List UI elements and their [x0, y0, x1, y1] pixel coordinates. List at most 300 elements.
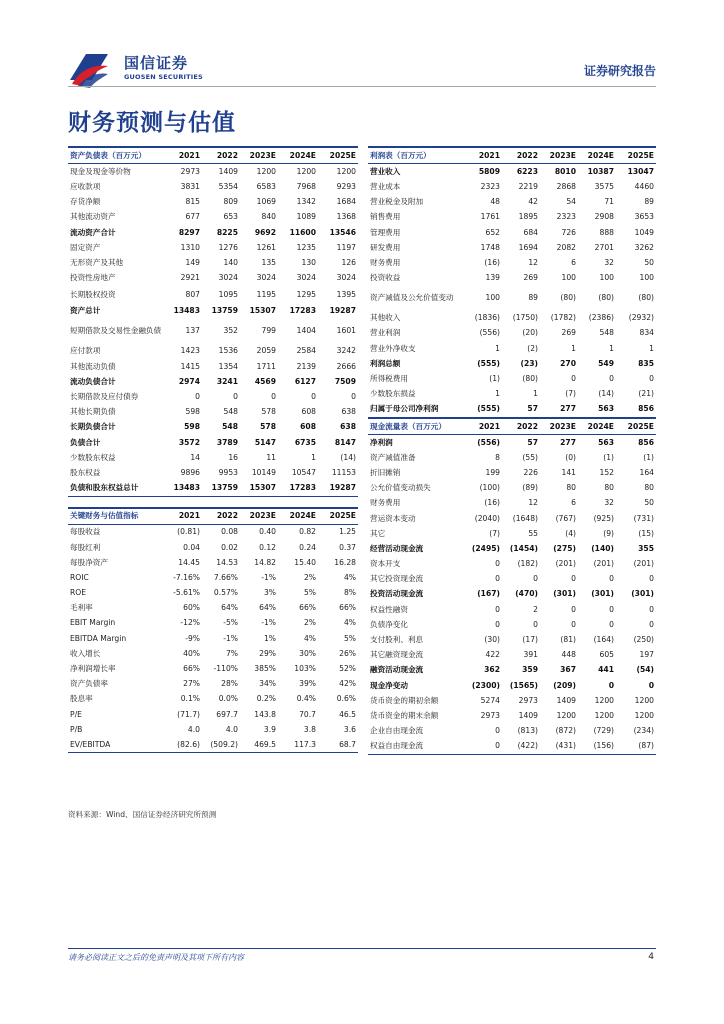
table-cell: (431) — [540, 739, 578, 755]
table-row — [368, 240, 656, 255]
table-cell: 9953 — [218, 467, 238, 477]
table-cell: 3024 — [256, 273, 276, 283]
table-cell: 422 — [485, 650, 500, 660]
table-cell: 2973 — [480, 710, 500, 720]
table-cell: (556) — [477, 437, 500, 447]
table-cell: 3024 — [336, 273, 356, 283]
table-cell: 888 — [599, 227, 614, 237]
table-cell: 638 — [341, 407, 356, 417]
table-cell: 80 — [644, 483, 654, 493]
row-label: 应收款项 — [70, 181, 101, 191]
table-row — [68, 286, 358, 304]
table-row — [68, 676, 358, 691]
row-label: 其他流动负债 — [70, 361, 116, 371]
row-label: 投资性房地产 — [70, 273, 116, 283]
table-cell: 13483 — [166, 480, 202, 496]
table-cell: 1684 — [336, 197, 356, 207]
column-header: 2022 — [502, 147, 540, 164]
table-cell: 10149 — [251, 467, 276, 477]
table-spacer — [68, 496, 358, 508]
table-cell: 1694 — [518, 242, 538, 252]
table-cell: 799 — [261, 326, 276, 336]
table-cell: (182) — [517, 559, 538, 569]
table-cell: 1200 — [594, 710, 614, 720]
table-cell: 270 — [560, 358, 576, 368]
table-cell: 80 — [604, 483, 614, 493]
table-cell: 5274 — [480, 695, 500, 705]
row-label: 现金及现金等价物 — [70, 166, 131, 176]
table-cell: -110% — [213, 664, 238, 674]
table-cell: 1% — [263, 633, 276, 643]
table-row — [68, 570, 358, 585]
table-cell: 226 — [523, 467, 538, 477]
table-cell: (2) — [527, 343, 538, 353]
table-cell: 0 — [351, 392, 356, 402]
table-cell: 0.4% — [296, 694, 316, 704]
table-cell: 57 — [502, 402, 540, 418]
table-row — [68, 304, 358, 319]
row-label: 权益自由现金流 — [368, 739, 466, 755]
table-cell: 7509 — [334, 376, 356, 386]
table-row — [368, 723, 656, 738]
table-cell: 42% — [339, 679, 356, 689]
table-cell: (234) — [633, 726, 654, 736]
table-cell: 269 — [561, 328, 576, 338]
table-cell: 0 — [571, 574, 576, 584]
table-cell: 815 — [185, 197, 200, 207]
row-label: 权益性融资 — [370, 604, 408, 614]
table-cell: 0.08 — [221, 527, 238, 537]
table-cell: 6735 — [294, 437, 316, 447]
table-cell: 1200 — [594, 695, 614, 705]
row-label: 货币资金的期末余额 — [370, 710, 439, 720]
table-cell: 0 — [495, 619, 500, 629]
table-row — [368, 402, 656, 418]
table-cell: 0.37 — [339, 542, 356, 552]
company-logo — [68, 50, 203, 88]
table-cell: 1200 — [336, 166, 356, 176]
table-cell: 1761 — [480, 212, 500, 222]
table-cell: (2932) — [628, 313, 654, 323]
table-cell: 46.5 — [339, 709, 356, 719]
table-row — [68, 344, 358, 359]
table-cell: 70.7 — [299, 709, 316, 719]
table-cell: (100) — [479, 483, 500, 493]
table-cell: (89) — [522, 483, 538, 493]
table-row — [68, 359, 358, 374]
row-label: 经营活动现金流 — [370, 543, 424, 553]
table-cell: 15.40 — [294, 557, 316, 567]
table-cell: 11600 — [289, 227, 316, 237]
table-row — [68, 240, 358, 255]
table-cell: (250) — [633, 635, 654, 645]
table-cell: (54) — [636, 665, 654, 675]
column-header: 2023E — [240, 508, 278, 525]
table-cell: -9% — [185, 633, 200, 643]
table-cell: 1276 — [218, 242, 238, 252]
table-cell: 0.24 — [299, 542, 316, 552]
table-cell: 608 — [300, 422, 316, 432]
table-row — [368, 556, 656, 571]
table-cell: (2040) — [474, 513, 500, 523]
table-cell: 12 — [528, 498, 538, 508]
table-cell: 6127 — [294, 376, 316, 386]
table-cell: (1454) — [509, 543, 538, 553]
table-cell: 66% — [339, 603, 356, 613]
row-label: 其它 — [370, 528, 386, 538]
table-cell: 64% — [259, 603, 276, 613]
table-cell: 3.9 — [263, 724, 276, 734]
table-row — [368, 210, 656, 225]
table-cell: 8 — [495, 452, 500, 462]
row-label: 资本开支 — [370, 559, 401, 569]
column-header: 2021 — [466, 147, 502, 164]
column-header: 2024E — [578, 147, 616, 164]
table-cell: (209) — [553, 680, 576, 690]
row-label: 所得税费用 — [370, 374, 408, 384]
table-cell: 2868 — [556, 181, 576, 191]
table-cell: (20) — [522, 328, 538, 338]
table-cell: (1648) — [512, 513, 538, 523]
table-cell: 1409 — [556, 695, 576, 705]
table-title: 利润表（百万元） — [368, 147, 466, 164]
table-row — [68, 722, 358, 737]
table-cell: 1895 — [518, 212, 538, 222]
row-label: 营业税金及附加 — [370, 197, 424, 207]
table-cell: 126 — [341, 257, 356, 267]
table-cell: 139 — [485, 273, 500, 283]
table-cell: 269 — [523, 273, 538, 283]
table-row — [68, 270, 358, 285]
table-row — [368, 632, 656, 647]
table-cell: 39% — [299, 679, 316, 689]
table-cell: 0 — [195, 392, 200, 402]
row-label: 股息率 — [70, 694, 93, 704]
table-cell: 13483 — [173, 306, 200, 316]
table-cell: 598 — [185, 407, 200, 417]
table-cell: 1404 — [296, 326, 316, 336]
table-cell: 697.7 — [216, 709, 238, 719]
table-cell: (0) — [565, 452, 576, 462]
row-label: 存货净额 — [70, 197, 101, 207]
table-cell: (813) — [517, 726, 538, 736]
table-cell: 6583 — [256, 181, 276, 191]
table-cell: (87) — [616, 739, 656, 755]
table-cell: 391 — [523, 650, 538, 660]
table-cell: 197 — [639, 650, 654, 660]
table-cell: 80 — [566, 483, 576, 493]
table-cell: 548 — [599, 328, 614, 338]
table-cell: 3262 — [634, 242, 654, 252]
table-cell: 3575 — [594, 181, 614, 191]
table-title: 现金流量表（百万元） — [368, 418, 466, 435]
column-header: 2022 — [202, 508, 240, 525]
table-cell: 137 — [185, 326, 200, 336]
report-type-label: 证券研究报告 — [583, 64, 656, 78]
table-cell: 1310 — [180, 242, 200, 252]
table-cell: 1395 — [336, 289, 356, 299]
balance-sheet-and-metrics-table — [68, 146, 358, 753]
table-row — [368, 617, 656, 632]
row-label: 折旧摊销 — [370, 467, 401, 477]
table-row — [68, 465, 358, 480]
row-label: 资产总计 — [70, 306, 101, 316]
table-row — [368, 371, 656, 386]
table-cell: 7968 — [296, 181, 316, 191]
table-cell: 17283 — [278, 480, 318, 496]
table-row — [368, 311, 656, 326]
table-cell: (14) — [340, 452, 356, 462]
table-cell: (1750) — [512, 313, 538, 323]
table-row — [68, 646, 358, 661]
table-cell: 0 — [495, 726, 500, 736]
table-row — [68, 404, 358, 419]
table-cell: 64% — [221, 603, 238, 613]
row-label: 资产减值准备 — [370, 452, 416, 462]
table-cell: 100 — [639, 273, 654, 283]
table-cell: 10547 — [291, 467, 316, 477]
table-cell: 15307 — [240, 480, 278, 496]
table-row — [368, 255, 656, 270]
table-cell: 15307 — [249, 306, 276, 316]
table-cell: 1261 — [256, 242, 276, 252]
row-label: 流动负债合计 — [70, 376, 116, 386]
table-cell: 28% — [221, 679, 238, 689]
row-label: 毛利率 — [70, 603, 93, 613]
table-cell: 835 — [638, 358, 654, 368]
table-cell: 0 — [649, 604, 654, 614]
table-cell: 1748 — [480, 242, 500, 252]
column-header: 2025E — [318, 147, 358, 164]
table-cell: (872) — [555, 726, 576, 736]
data-source-note: 资料来源：Wind、国信证券经济研究所预测 — [68, 810, 217, 819]
table-cell: (2386) — [588, 313, 614, 323]
table-cell: 684 — [523, 227, 538, 237]
table-cell: 563 — [578, 402, 616, 418]
table-row — [368, 386, 656, 401]
table-cell: 1 — [495, 343, 500, 353]
row-label: EBITDA Margin — [70, 633, 127, 643]
table-row — [368, 434, 656, 450]
row-label: 流动资产合计 — [70, 227, 116, 237]
row-label: 现金净变动 — [370, 680, 408, 690]
row-label: 营业外净收支 — [370, 343, 416, 353]
table-row — [68, 737, 358, 753]
table-cell: 1197 — [336, 242, 356, 252]
table-cell: 48 — [490, 197, 500, 207]
table-cell: 277 — [560, 437, 576, 447]
table-cell: 0 — [311, 392, 316, 402]
table-cell: 548 — [223, 407, 238, 417]
table-cell: 2 — [533, 604, 538, 614]
table-cell: 3.6 — [343, 724, 356, 734]
table-row — [68, 435, 358, 450]
table-cell: (2300) — [471, 680, 500, 690]
table-cell: (16) — [484, 257, 500, 267]
table-row — [68, 692, 358, 707]
table-title: 关键财务与估值指标 — [68, 508, 166, 525]
table-row — [68, 631, 358, 646]
table-cell: 8297 — [178, 227, 200, 237]
table-row — [368, 739, 656, 755]
table-cell: 1354 — [218, 361, 238, 371]
table-cell: (71.7) — [177, 709, 200, 719]
table-cell: 2059 — [256, 346, 276, 356]
table-cell: 54 — [566, 197, 576, 207]
table-cell: 1200 — [556, 710, 576, 720]
table-cell: 549 — [598, 358, 614, 368]
table-cell: 3242 — [336, 346, 356, 356]
table-cell: 0 — [609, 574, 614, 584]
row-label: P/B — [70, 724, 83, 734]
table-cell: 1423 — [180, 346, 200, 356]
column-header: 2021 — [166, 147, 202, 164]
table-cell: 1 — [649, 343, 654, 353]
key-metrics-header — [68, 508, 358, 525]
table-cell: (0.81) — [177, 527, 200, 537]
table-cell: 2584 — [296, 346, 316, 356]
row-label: 短期借款及交易性金融负债 — [70, 326, 162, 336]
table-cell: 66% — [299, 603, 316, 613]
row-label: 资产减值及公允价值变动 — [370, 293, 454, 303]
table-cell: 548 — [222, 422, 238, 432]
table-cell: 8225 — [216, 227, 238, 237]
table-row — [368, 270, 656, 285]
table-cell: 13759 — [211, 306, 238, 316]
table-row — [368, 708, 656, 723]
table-cell: 40% — [183, 648, 200, 658]
table-cell: 1295 — [296, 289, 316, 299]
table-cell: 362 — [484, 665, 500, 675]
table-cell: (1836) — [474, 313, 500, 323]
table-cell: 0.12 — [259, 542, 276, 552]
table-cell: 29% — [259, 648, 276, 658]
table-row — [68, 450, 358, 465]
table-row — [368, 693, 656, 708]
table-cell: 1536 — [218, 346, 238, 356]
disclaimer-note: 请务必阅读正文之后的免责声明及其项下所有内容 — [68, 953, 244, 962]
column-header: 2023E — [540, 418, 578, 435]
table-cell: (55) — [522, 452, 538, 462]
column-header: 2024E — [278, 147, 318, 164]
row-label: 长期股权投资 — [70, 289, 116, 299]
table-cell: 2219 — [518, 181, 538, 191]
table-cell: 8147 — [334, 437, 356, 447]
table-cell: 71 — [604, 197, 614, 207]
row-label: 长期借款及应付债券 — [70, 392, 139, 402]
table-cell: 355 — [638, 543, 654, 553]
row-label: 其它融资现金流 — [370, 650, 424, 660]
table-cell: 807 — [185, 289, 200, 299]
table-cell: 441 — [598, 665, 614, 675]
table-cell: 2082 — [556, 242, 576, 252]
table-cell: 13759 — [202, 480, 240, 496]
table-cell: 0 — [495, 574, 500, 584]
table-cell: 2666 — [336, 361, 356, 371]
table-cell: 385% — [254, 664, 276, 674]
table-cell: (301) — [591, 589, 614, 599]
table-cell: 1049 — [634, 227, 654, 237]
table-row — [68, 555, 358, 570]
table-cell: 1089 — [296, 212, 316, 222]
table-cell: 1 — [609, 343, 614, 353]
table-row — [68, 601, 358, 616]
row-label: 销售费用 — [370, 212, 401, 222]
table-cell: 1409 — [518, 710, 538, 720]
table-cell: 9896 — [180, 467, 200, 477]
table-cell: 1711 — [256, 361, 276, 371]
table-row — [68, 255, 358, 270]
table-cell: 42 — [528, 197, 538, 207]
table-cell: (80) — [522, 374, 538, 384]
table-cell: 6 — [571, 498, 576, 508]
table-row — [368, 572, 656, 587]
row-label: 归属于母公司净利润 — [368, 402, 466, 418]
row-label: 融资活动现金流 — [370, 665, 424, 675]
table-cell: 3572 — [178, 437, 200, 447]
column-header: 2025E — [616, 418, 656, 435]
table-cell: (14) — [598, 389, 614, 399]
table-cell: 55 — [528, 528, 538, 538]
row-label: 投资活动现金流 — [370, 589, 424, 599]
table-cell: 89 — [644, 197, 654, 207]
table-cell: (23) — [520, 358, 538, 368]
row-label: 财务费用 — [370, 498, 401, 508]
table-cell: (1) — [489, 374, 500, 384]
table-row — [368, 326, 656, 341]
table-cell: 14.53 — [216, 557, 238, 567]
table-cell: 152 — [599, 467, 614, 477]
table-cell: 117.3 — [278, 737, 318, 753]
table-cell: 4460 — [634, 181, 654, 191]
row-label: 长期负债合计 — [70, 422, 116, 432]
table-cell: 135 — [261, 257, 276, 267]
balance-sheet-header — [68, 147, 358, 164]
table-row — [368, 341, 656, 356]
table-row — [368, 647, 656, 662]
row-label: 投资收益 — [370, 273, 401, 283]
footer-divider — [68, 948, 656, 949]
row-label: 其他长期负债 — [70, 407, 116, 417]
row-label: 营业收入 — [370, 166, 401, 176]
table-cell: (1) — [643, 452, 654, 462]
table-row — [68, 540, 358, 555]
table-row — [68, 374, 358, 389]
table-cell: 0.6% — [336, 694, 356, 704]
table-cell: 1200 — [256, 166, 276, 176]
table-cell: 578 — [261, 407, 276, 417]
table-row — [68, 210, 358, 225]
row-label: 研发费用 — [370, 242, 401, 252]
table-cell: 30% — [299, 648, 316, 658]
table-cell: 1409 — [218, 166, 238, 176]
table-cell: 9692 — [254, 227, 276, 237]
table-cell: 608 — [301, 407, 316, 417]
table-cell: 0.1% — [180, 694, 200, 704]
table-cell: -12% — [180, 618, 200, 628]
table-cell: 4% — [343, 618, 356, 628]
table-cell: (2495) — [471, 543, 500, 553]
row-label: 少数股东权益 — [70, 452, 116, 462]
table-cell: 0 — [609, 619, 614, 629]
table-cell: 2908 — [594, 212, 614, 222]
table-cell: 164 — [639, 467, 654, 477]
table-cell: 57 — [527, 437, 538, 447]
table-cell: 3% — [263, 588, 276, 598]
table-cell: 856 — [638, 437, 654, 447]
column-header: 2023E — [540, 147, 578, 164]
header-divider — [68, 86, 656, 87]
